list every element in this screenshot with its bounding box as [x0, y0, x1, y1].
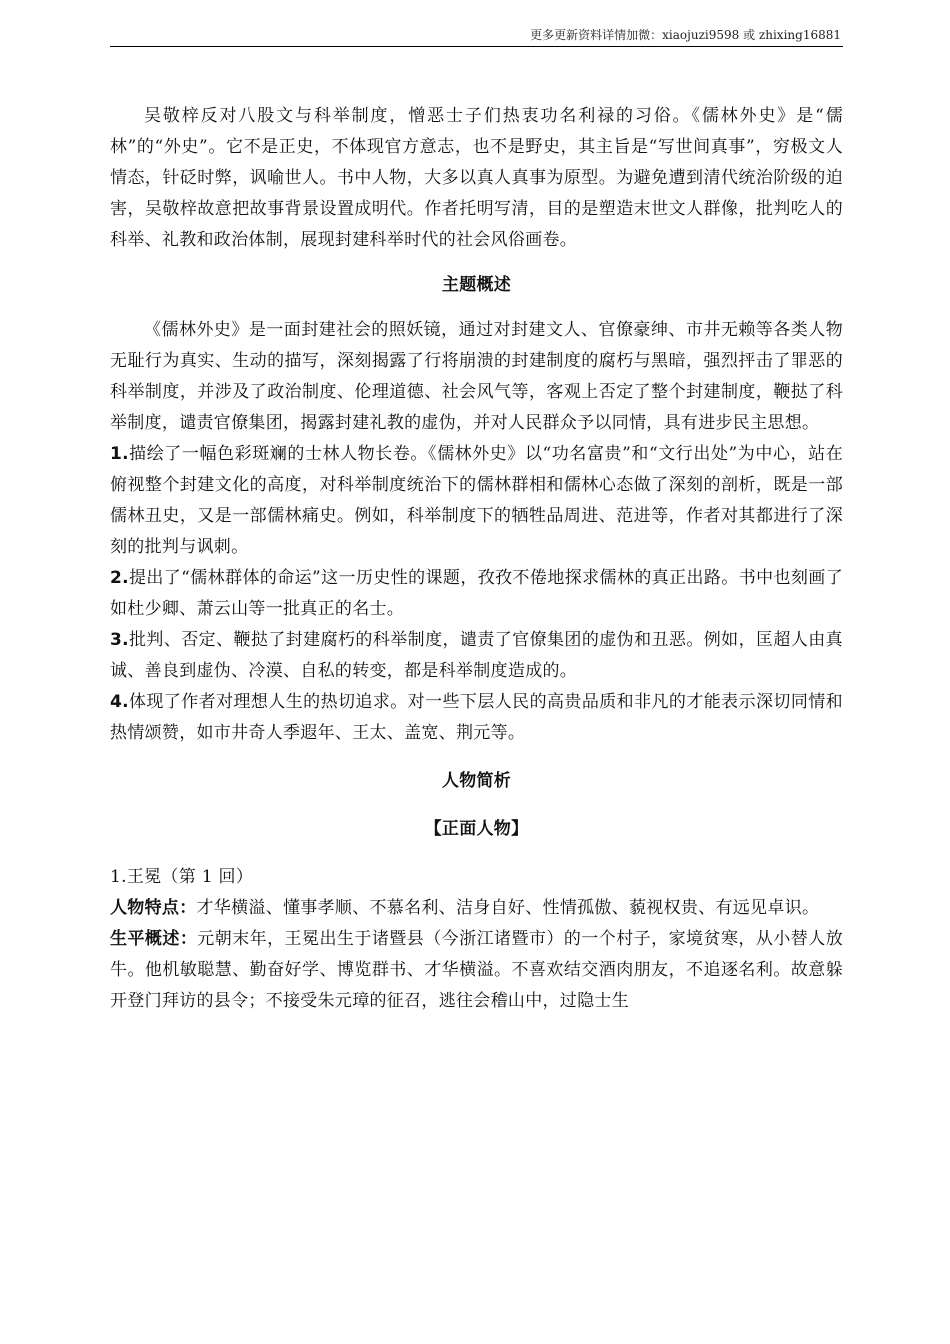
theme-point [110, 625, 843, 687]
traits-label: 人物特点： [110, 898, 197, 918]
point-text: 描绘了一幅色彩斑斓的士林人物长卷。《儒林外史》以“功名富贵”和“文行出处”为中心，站在俯视整个封建文化的高度，对科举制度统治下的儒林群相和儒林心态做了深刻的剖析，既是一部儒林丑史，又是一部儒林痛史。例如，科举制度下的牺牲品周进、范进等，作者对其都进行了深刻的批判与讽刺。 [110, 444, 843, 557]
theme-point [110, 439, 843, 563]
positive-characters-subheading: 【正面人物】 [424, 819, 529, 839]
document-body [110, 101, 843, 1017]
character-traits [110, 893, 843, 924]
point-text: 批判、否定、鞭挞了封建腐朽的科举制度，谴责了官僚集团的虚伪和丑恶。例如，匡超人由真诚、善良到虚伪、冷漠、自私的转变，都是科举制度造成的。 [110, 630, 843, 681]
point-number: 2. [110, 568, 129, 588]
character-title [110, 862, 843, 893]
header-contact-text: 更多更新资料详情加微：xiaojuzi9598 或 zhixing16881 [530, 28, 841, 42]
characters-heading: 人物简析 [441, 771, 512, 791]
point-text: 提出了“儒林群体的命运”这一历史性的课题，孜孜不倦地探求儒林的真正出路。书中也刻画了如杜少卿、萧云山等一批真正的名士。 [110, 568, 843, 619]
character-number: 1. [110, 867, 127, 887]
character-biography [110, 924, 843, 1017]
theme-paragraph: 《儒林外史》是一面封建社会的照妖镜，通过对封建文人、官僚豪绅、市井无赖等各类人物无耻行为真实、生动的描写，深刻揭露了行将崩溃的封建制度的腐朽与黑暗，强烈抨击了罪恶的科举制度，并涉及了政治制度、伦理道德、社会风气等，客观上否定了整个封建制度，鞭挞了科举制度，谴责官僚集团，揭露封建礼教的虚伪，并对人民群众予以同情，具有进步民主思想。 [110, 320, 843, 433]
point-number: 4. [110, 692, 129, 712]
page-header [110, 0, 843, 47]
point-number: 1. [110, 444, 129, 464]
theme-point [110, 687, 843, 749]
bio-text: 元朝末年，王冕出生于诸暨县（今浙江诸暨市）的一个村子，家境贫寒，从小替人放牛。他机敏聪慧、勤奋好学、博览群书、才华横溢。不喜欢结交酒肉朋友，不追逐名利。故意躲开登门拜访的县令；不接受朱元璋的征召，逃往会稽山中，过隐士生 [110, 929, 843, 1011]
point-number: 3. [110, 630, 129, 650]
theme-heading: 主题概述 [441, 275, 512, 295]
bio-label: 生平概述： [110, 929, 198, 949]
character-name: 王冕（第 1 回） [126, 867, 254, 887]
point-text: 体现了作者对理想人生的热切追求。对一些下层人民的高贵品质和非凡的才能表示深切同情和热情颂赞，如市井奇人季遐年、王太、盖宽、荆元等。 [110, 692, 843, 743]
intro-paragraph: 吴敬梓反对八股文与科举制度，憎恶士子们热衷功名利禄的习俗。《儒林外史》是“儒林”的“外史”。它不是正史，不体现官方意志，也不是野史，其主旨是“写世间真事”，穷极文人情态，针砭时弊，讽喻世人。书中人物，大多以真人真事为原型。为避免遭到清代统治阶级的迫害，吴敬梓故意把故事背景设置成明代。作者托明写清，目的是塑造末世文人群像，批判吃人的科举、礼教和政治体制，展现封建科举时代的社会风俗画卷。 [110, 106, 843, 250]
traits-text: 才华横溢、懂事孝顺、不慕名利、洁身自好、性情孤傲、藐视权贵、有远见卓识。 [196, 898, 820, 918]
theme-point [110, 563, 843, 625]
